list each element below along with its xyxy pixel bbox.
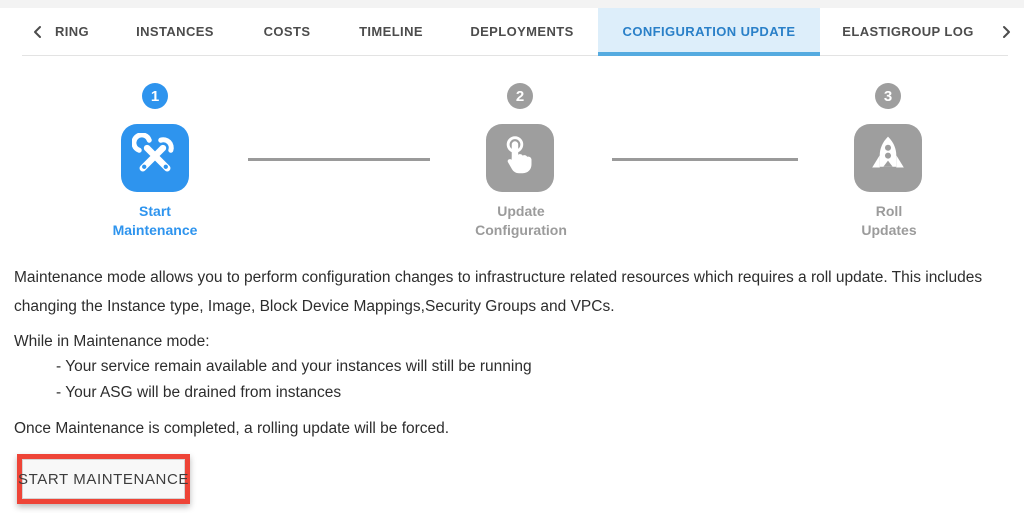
maintenance-intro-text: Maintenance mode allows you to perform configuration changes to infrastructure related resources which requires a roll update. This includes changing the Instance type, Image, Block Device Mappings,Security Groups and VPCs. (14, 269, 983, 315)
tab-bar-divider (22, 55, 1008, 56)
tab-elastigroup-log[interactable]: ELASTIGROUP LOG (842, 24, 974, 39)
tabs-scroll-right-button[interactable] (999, 8, 1013, 55)
rolling-update-note: Once Maintenance is completed, a rolling update will be forced. (14, 420, 450, 437)
step-2-indicator (486, 124, 554, 192)
step-connector-2-3 (612, 158, 798, 161)
tab-timeline[interactable]: TIMELINE (359, 24, 423, 39)
step-3-label: Roll Updates (861, 203, 917, 238)
tabs-scroll-left-button[interactable] (31, 8, 45, 55)
tab-ring[interactable]: RING (54, 24, 90, 39)
step-2-number-badge: 2 (507, 83, 533, 109)
tab-instances[interactable]: INSTANCES (136, 24, 214, 39)
rocket-icon (865, 133, 911, 184)
chevron-left-icon (31, 25, 45, 39)
tap-select-icon (497, 133, 543, 184)
step-1-indicator (121, 124, 189, 192)
step-3-number-badge: 3 (875, 83, 901, 109)
tab-costs[interactable]: COSTS (263, 24, 311, 39)
maintenance-bullet-2: - Your ASG will be drained from instances (56, 384, 342, 401)
step-1-number-badge: 1 (142, 83, 168, 109)
maintenance-tools-icon (132, 133, 178, 184)
active-tab-underline (598, 52, 820, 56)
step-connector-1-2 (248, 158, 430, 161)
tab-bar (0, 8, 1024, 56)
step-2-label: Update Configuration (475, 203, 567, 238)
maintenance-bullet-1: - Your service remain available and your instances will still be running (56, 358, 532, 375)
tab-deployments[interactable]: DEPLOYMENTS (470, 24, 574, 39)
step-3-indicator (854, 124, 922, 192)
chevron-right-icon (999, 25, 1013, 39)
tab-configuration-update[interactable]: CONFIGURATION UPDATE (622, 24, 796, 39)
while-in-maintenance-heading: While in Maintenance mode: (14, 333, 210, 350)
step-1-label: Start Maintenance (112, 203, 198, 238)
start-maintenance-button[interactable]: START MAINTENANCE (22, 459, 185, 499)
window-top-strip (0, 0, 1024, 8)
annotation-highlight-box (17, 454, 190, 504)
